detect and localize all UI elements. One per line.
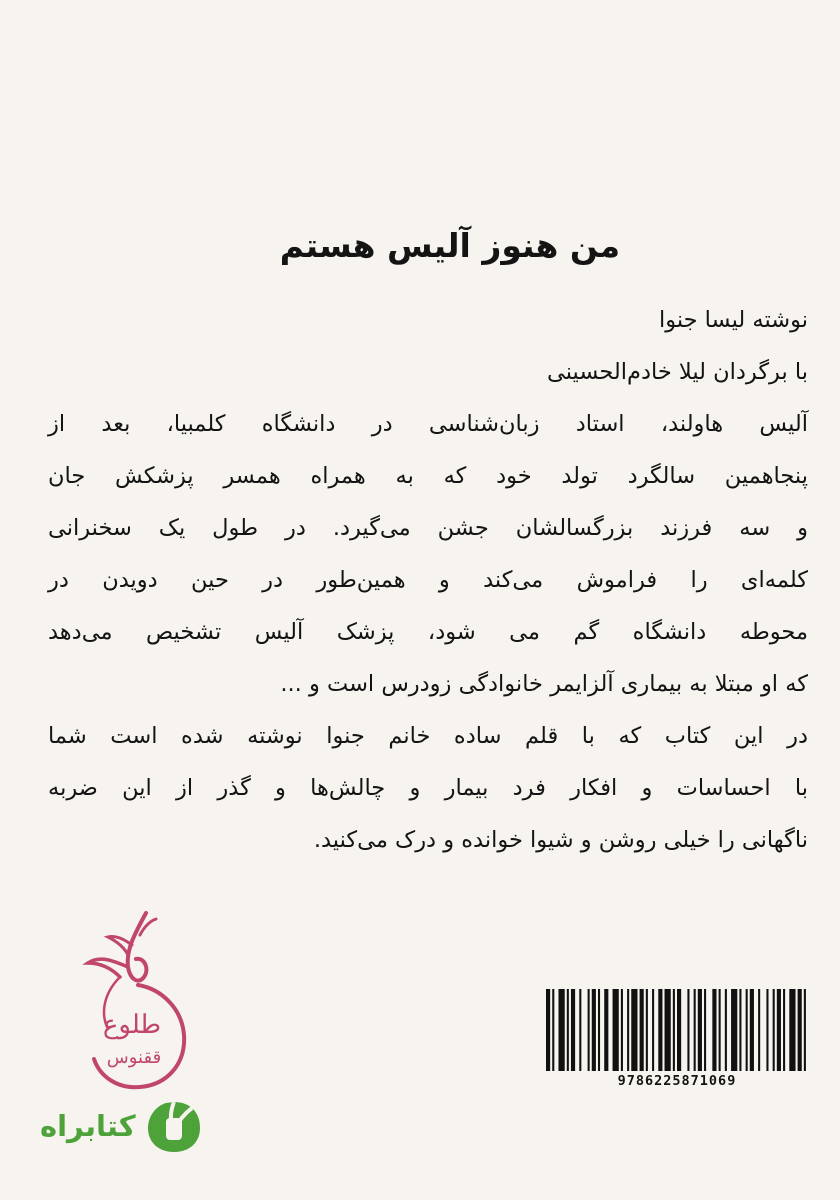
description-line: با احساسات و افکار فرد بیمار و چالش‌ها و گذر از این ضربه <box>48 775 808 801</box>
synopsis-line: و سه فرزند بزرگسالشان جشن می‌گیرد. در طول یک سخنرانی <box>48 515 808 541</box>
description-line: ناگهانی را خیلی روشن و شیوا خوانده و درک می‌کنید. <box>313 827 808 853</box>
ketabrah-brand <box>40 1095 230 1157</box>
publisher-logo-text: طلوع <box>102 1010 162 1040</box>
synopsis-line: که او مبتلا به بیماری آلزایمر خانوادگی زودرس است و ... <box>280 671 808 697</box>
book-leaf-icon <box>144 1096 204 1156</box>
brand-name: کتابراه <box>40 1109 136 1143</box>
phoenix-icon <box>74 905 204 1095</box>
barcode <box>546 989 808 1089</box>
author-line: نوشته لیسا جنوا <box>658 307 808 333</box>
publisher-logo <box>74 905 204 1095</box>
book-title: من هنوز آلیس هستم <box>279 226 620 265</box>
synopsis-line: آلیس هاولند، استاد زبان‌شناسی در دانشگاه کلمبیا، بعد از <box>48 411 808 437</box>
synopsis-line: کلمه‌ای را فراموش می‌کند و همین‌طور در حین دویدن در <box>48 567 808 593</box>
description-line: در این کتاب که با قلم ساده خانم جنوا نوشته شده است شما <box>48 723 808 749</box>
synopsis-line: محوطه دانشگاه گم می شود، پزشک آلیس تشخیص می‌دهد <box>48 619 808 645</box>
publisher-logo-subtext: ققنوس <box>106 1047 162 1068</box>
back-cover-text <box>48 294 808 866</box>
synopsis-line: پنجاهمین سالگرد تولد خود که به همراه همسر پزشکش جان <box>48 463 808 489</box>
isbn-number: 9786225871069 <box>617 1073 737 1089</box>
translator-line: با برگردان لیلا خادم‌الحسینی <box>547 359 808 385</box>
barcode-bars <box>546 989 808 1071</box>
